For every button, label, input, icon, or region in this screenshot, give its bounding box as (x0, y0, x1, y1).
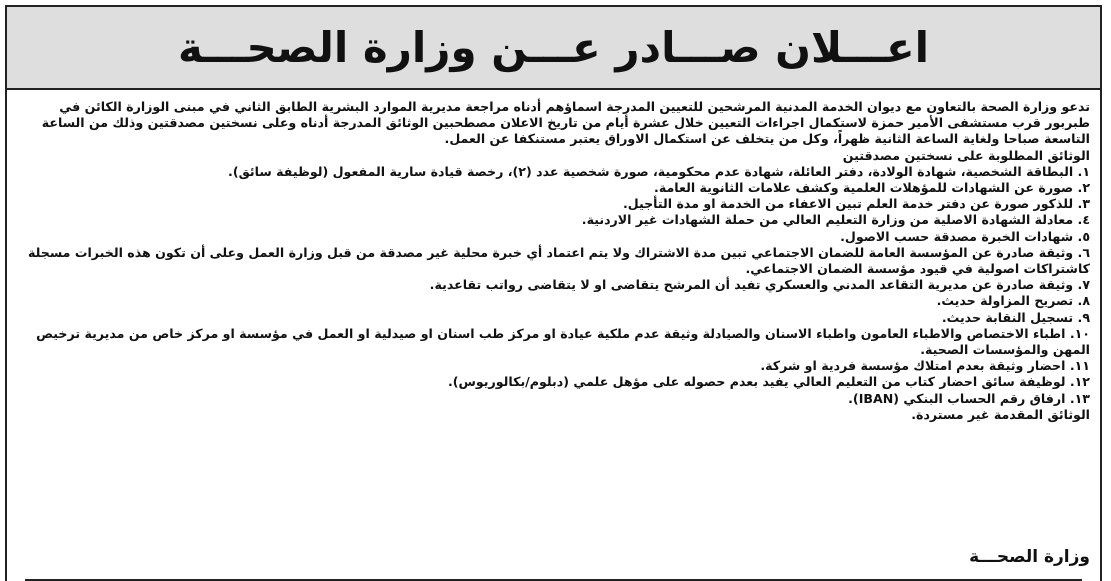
list-item: ١. البطاقة الشخصية، شهادة الولادة، دفتر العائلة، شهادة عدم محكومية، صورة شخصية عدد (٢)، رخصة قيادة سارية المفعول (لوظيفة سائق). (228, 163, 1090, 179)
closing-note: الوثائق المقدمة غير مستردة. (911, 406, 1090, 422)
list-item: ١٢. لوظيفة سائق احضار كتاب من التعليم العالي يفيد بعدم حصوله على مؤهل علمي (دبلوم/بكالوريوس). (447, 374, 1090, 390)
list-item: ٢. صورة عن الشهادات للمؤهلات العلمية وكشف علامات الثانوية العامة. (654, 180, 1090, 196)
list-item: ٦. وثيقة صادرة عن المؤسسة العامة للضمان الاجتماعي تبين مدة الاشتراك ولا يتم اعتماد أي خبرة محلية غير مصدقة من قبل وزارة العمل وعلى أن تكون هذه الخبرات مسجلة كاشتراكات اصولية في قيود مؤسسة الضمان الاجتماعي. (27, 244, 1090, 277)
list-item: ٣. للذكور صورة عن دفتر خدمة العلم تبين الاعفاء من الخدمة او مدة التأجيل. (622, 196, 1090, 212)
list-item: ٩. تسجيل النقابة حديث. (941, 309, 1090, 325)
list-item: ٧. وثيقة صادرة عن مديرية التقاعد المدني والعسكري تفيد أن المرشح يتقاضى او لا يتقاضى رواتب تقاعدية. (429, 277, 1090, 293)
page-title: اعـــلان صـــادر عـــن وزارة الصحـــة (177, 23, 930, 72)
announcement-page (5, 5, 1102, 581)
announcement-header (7, 7, 1100, 90)
signature: وزارة الصحـــة (969, 547, 1090, 567)
list-item: ٨. تصريح المزاولة حديث. (936, 293, 1090, 309)
list-item: ٤. معادلة الشهادة الاصلية من وزارة التعليم العالي من حملة الشهادات غير الاردنية. (581, 212, 1090, 228)
intro-paragraph: تدعو وزارة الصحة بالتعاون مع ديوان الخدمة المدنية المرشحين للتعيين المدرجة اسماؤهم أدناه مراجعة مديرية الموارد البشرية الطابق الثاني في مبنى الوزارة الكائن في طبربور قرب مستشفى الأمير حمزة لاستكمال اجراءات التعيين خلال عشرة أيام من تاريخ الاعلان مصطحبين الوثائق المدرجة أدناه وعلى نسختين مصدقتين وذلك من الساعة التاسعة صباحا ولغاية الساعة الثانية ظهراً، وكل من يتخلف عن استكمال الاوراق يعتبر مستنكفا عن العمل. (41, 99, 1090, 147)
announcement-body (19, 99, 1090, 423)
list-item: ٥. شهادات الخبرة مصدقة حسب الاصول. (840, 228, 1090, 244)
list-item: ١٣. ارفاق رقم الحساب البنكي (IBAN). (848, 390, 1090, 406)
list-item: ١٠. اطباء الاختصاص والاطباء العامون واطباء الاسنان والصيادلة وثيقة عدم ملكية عيادة او مركز طب اسنان او صيدلية او العمل في مؤسسة او مركز خاص من مديرية ترخيص المهن والمؤسسات الصحية. (36, 325, 1090, 358)
list-item: ١١. احضار وثيقة بعدم امتلاك مؤسسة فردية او شركة. (760, 358, 1090, 374)
documents-heading: الوثائق المطلوبة على نسختين مصدقتين (842, 147, 1090, 163)
